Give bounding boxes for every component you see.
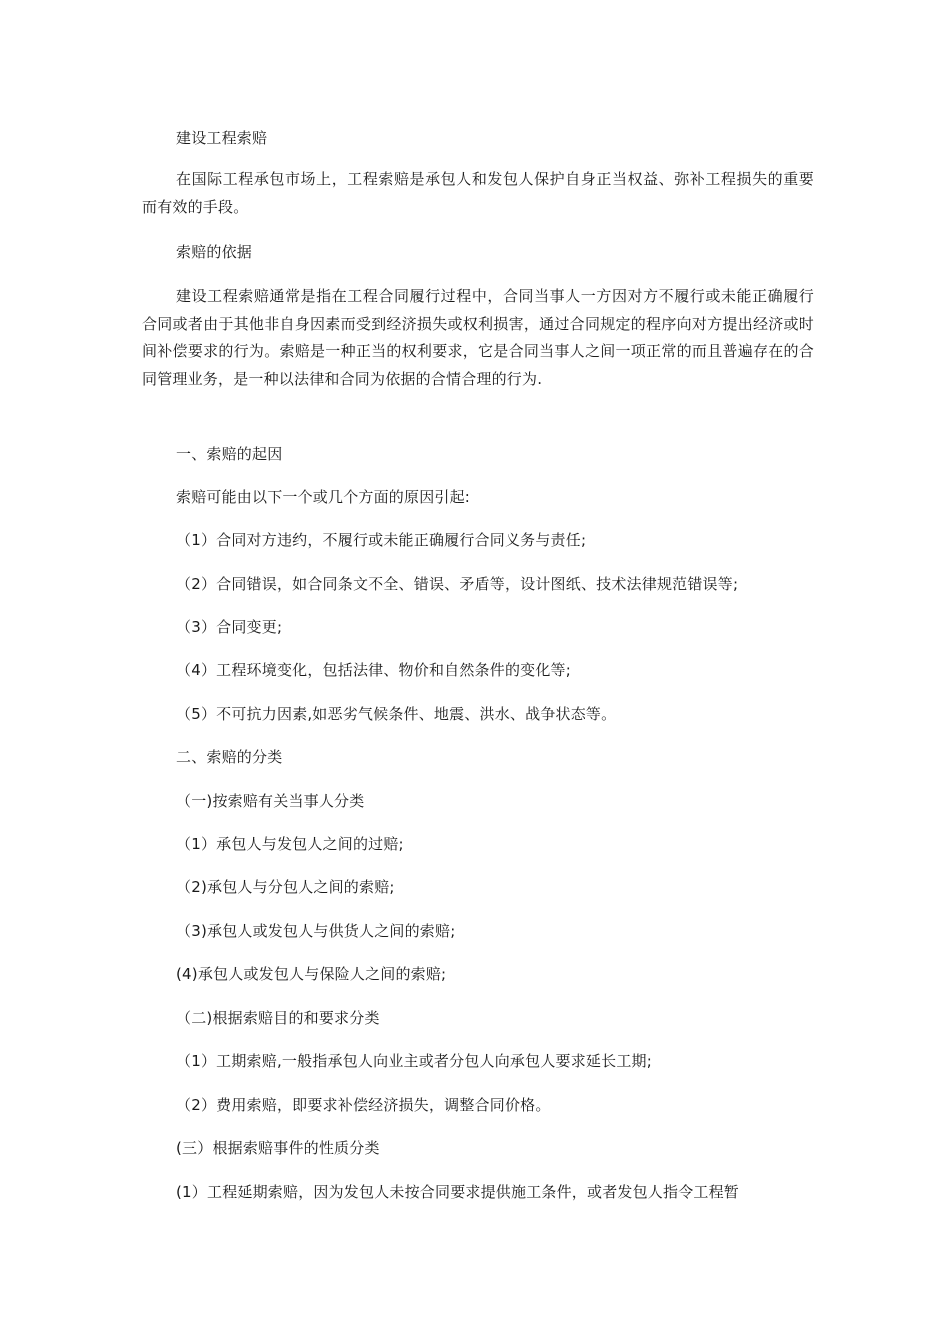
list-item: （1）工期索赔,一般指承包人向业主或者分包人向承包人要求延长工期; bbox=[176, 1052, 652, 1070]
purpose-subheading: （二)根据索赔目的和要求分类 bbox=[176, 1009, 380, 1027]
document-title: 建设工程索赔 bbox=[176, 129, 268, 147]
intro-paragraph: 在国际工程承包市场上，工程索赔是承包人和发包人保护自身正当权益、弥补工程损失的重要而有效的手段。 bbox=[142, 170, 814, 216]
cause-intro: 索赔可能由以下一个或几个方面的原因引起: bbox=[176, 488, 471, 506]
basis-heading: 索赔的依据 bbox=[176, 243, 253, 261]
list-item: （1）承包人与发包人之间的过赔; bbox=[176, 835, 404, 853]
parties-subheading: （一)按索赔有关当事人分类 bbox=[176, 792, 365, 810]
list-item: （1）合同对方违约，不履行或未能正确履行合同义务与责任; bbox=[176, 531, 587, 549]
list-item: （2）合同错误，如合同条文不全、错误、矛盾等，设计图纸、技术法律规范错误等; bbox=[176, 575, 739, 593]
list-item: （2)承包人与分包人之间的索赔; bbox=[176, 878, 395, 896]
list-item: （5）不可抗力因素,如恶劣气候条件、地震、洪水、战争状态等。 bbox=[176, 705, 617, 723]
list-item: （3）合同变更; bbox=[176, 618, 283, 636]
nature-subheading: (三）根据索赔事件的性质分类 bbox=[176, 1139, 380, 1157]
list-item: （2）费用索赔，即要求补偿经济损失，调整合同价格。 bbox=[176, 1096, 551, 1114]
list-item: （3)承包人或发包人与供货人之间的索赔; bbox=[176, 922, 456, 940]
list-item: (4)承包人或发包人与保险人之间的索赔; bbox=[176, 965, 447, 983]
list-item: (1）工程延期索赔，因为发包人未按合同要求提供施工条件，或者发包人指令工程暂 bbox=[176, 1183, 739, 1201]
classification-heading: 二、索赔的分类 bbox=[176, 748, 283, 766]
cause-heading: 一、索赔的起因 bbox=[176, 445, 283, 463]
list-item: （4）工程环境变化，包括法律、物价和自然条件的变化等; bbox=[176, 661, 571, 679]
basis-paragraph: 建设工程索赔通常是指在工程合同履行过程中，合同当事人一方因对方不履行或未能正确履行合同或者由于其他非自身因素而受到经济损失或权利损害，通过合同规定的程序向对方提出经济或时间补偿要求的行为。索赔是一种正当的权利要求，它是合同当事人之间一项正常的而且普遍存在的合同管理业务，是一种以法律和合同为依据的合情合理的行为. bbox=[142, 287, 814, 388]
